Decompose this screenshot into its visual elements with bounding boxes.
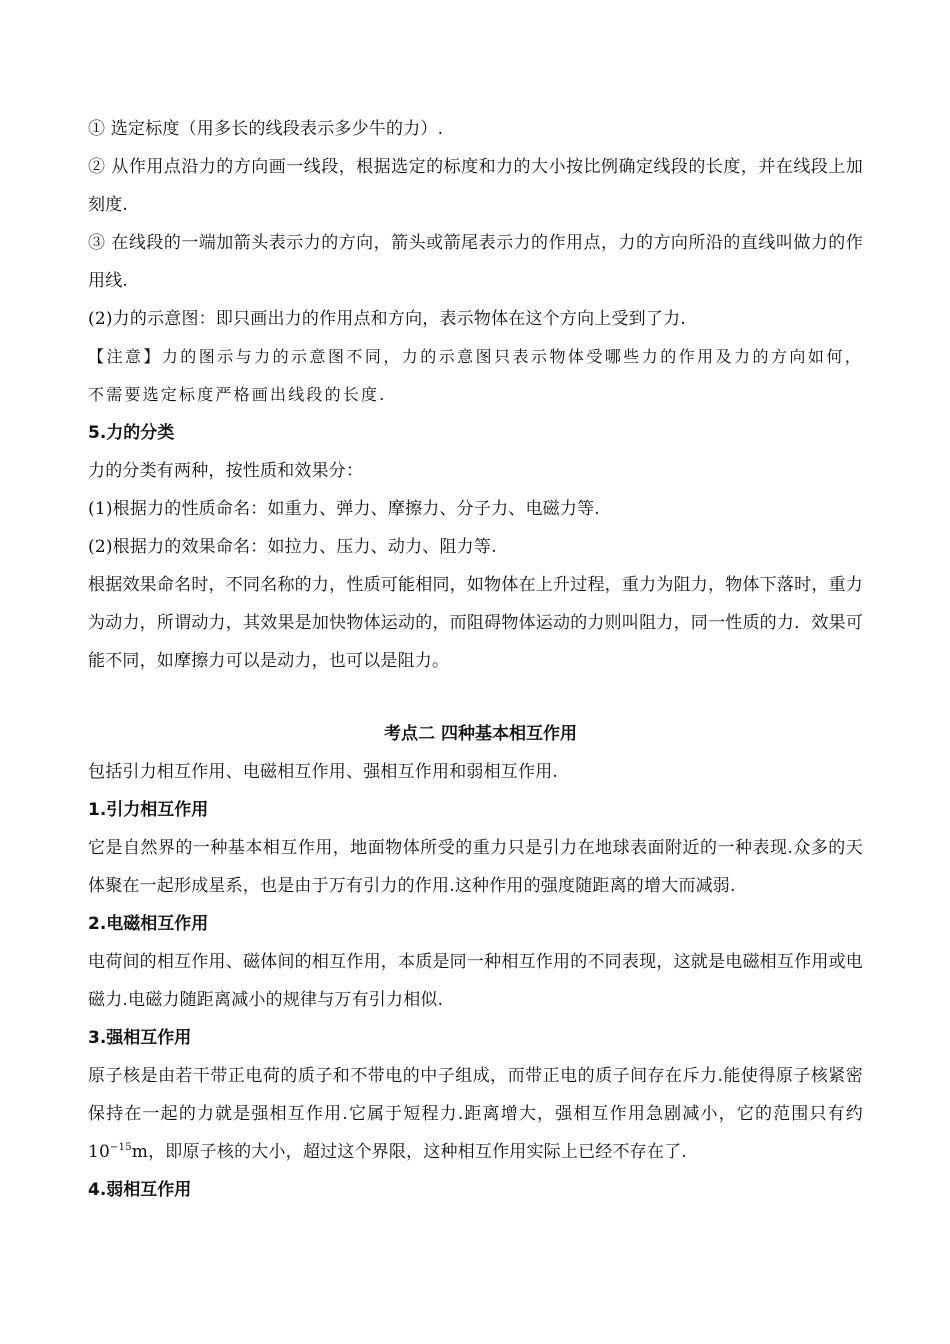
section-intro: 包括引力相互作用、电磁相互作用、强相互作用和弱相互作用.	[88, 762, 559, 782]
step-2-text: ② 从作用点沿力的方向画一线段，根据选定的标度和力的大小按比例确定线段的长度，并在线段上加刻度.	[88, 157, 863, 215]
strong-exponent: −15	[110, 1142, 132, 1153]
weak-heading: 4.弱相互作用	[88, 1180, 192, 1200]
classification-by-nature: (1)根据力的性质命名：如重力、弹力、摩擦力、分子力、电磁力等.	[88, 499, 600, 519]
classification-intro: 力的分类有两种，按性质和效果分：	[88, 461, 364, 481]
em-heading: 2.电磁相互作用	[88, 914, 209, 934]
gravity-text: 它是自然界的一种基本相互作用，地面物体所受的重力只是引力在地球表面附近的一种表现.众多的天体聚在一起形成星系，也是由于万有引力的作用.这种作用的强度随距离的增大而减弱.	[88, 838, 863, 896]
schematic-text: (2)力的示意图：即只画出力的作用点和方向，表示物体在这个方向上受到了力.	[88, 309, 686, 329]
step-3-text: ③ 在线段的一端加箭头表示力的方向，箭头或箭尾表示力的作用点，力的方向所沿的直线叫做力的作用线.	[88, 233, 863, 291]
classification-explanation: 根据效果命名时，不同名称的力，性质可能相同，如物体在上升过程，重力为阻力，物体下落时，重力为动力，所谓动力，其效果是加快物体运动的，而阻碍物体运动的力则叫阻力，同一性质的力．效果可能不同，如摩擦力可以是动力，也可以是阻力。	[88, 575, 863, 671]
em-text: 电荷间的相互作用、磁体间的相互作用，本质是同一种相互作用的不同表现，这就是电磁相互作用或电磁力.电磁力随距离减小的规律与万有引力相似.	[88, 952, 863, 1010]
note-text: 【注意】力的图示与力的示意图不同，力的示意图只表示物体受哪些力的作用及力的方向如何，不需要选定标度严格画出线段的长度.	[88, 347, 863, 404]
classification-by-effect: (2)根据力的效果命名：如拉力、压力、动力、阻力等.	[88, 537, 497, 557]
strong-text-part-2: m，即原子核的大小，超过这个界限，这种相互作用实际上已经不存在了.	[131, 1142, 687, 1162]
strong-heading: 3.强相互作用	[88, 1028, 192, 1048]
strong-text	[88, 1057, 863, 1171]
section-title: 考点二 四种基本相互作用	[384, 724, 577, 744]
document-page	[88, 110, 863, 1209]
gravity-heading: 1.引力相互作用	[88, 800, 209, 820]
strong-text-part-1: 原子核是由若干带正电荷的质子和不带电的中子组成，而带正电的质子间存在斥力.能使得原子核紧密保持在一起的力就是强相互作用.它属于短程力.距离增大，强相互作用急剧减小，它的范围只有约 10	[88, 1066, 863, 1162]
step-1-text: ① 选定标度（用多长的线段表示多少牛的力）.	[88, 119, 444, 139]
classification-heading: 5.力的分类	[88, 423, 175, 443]
